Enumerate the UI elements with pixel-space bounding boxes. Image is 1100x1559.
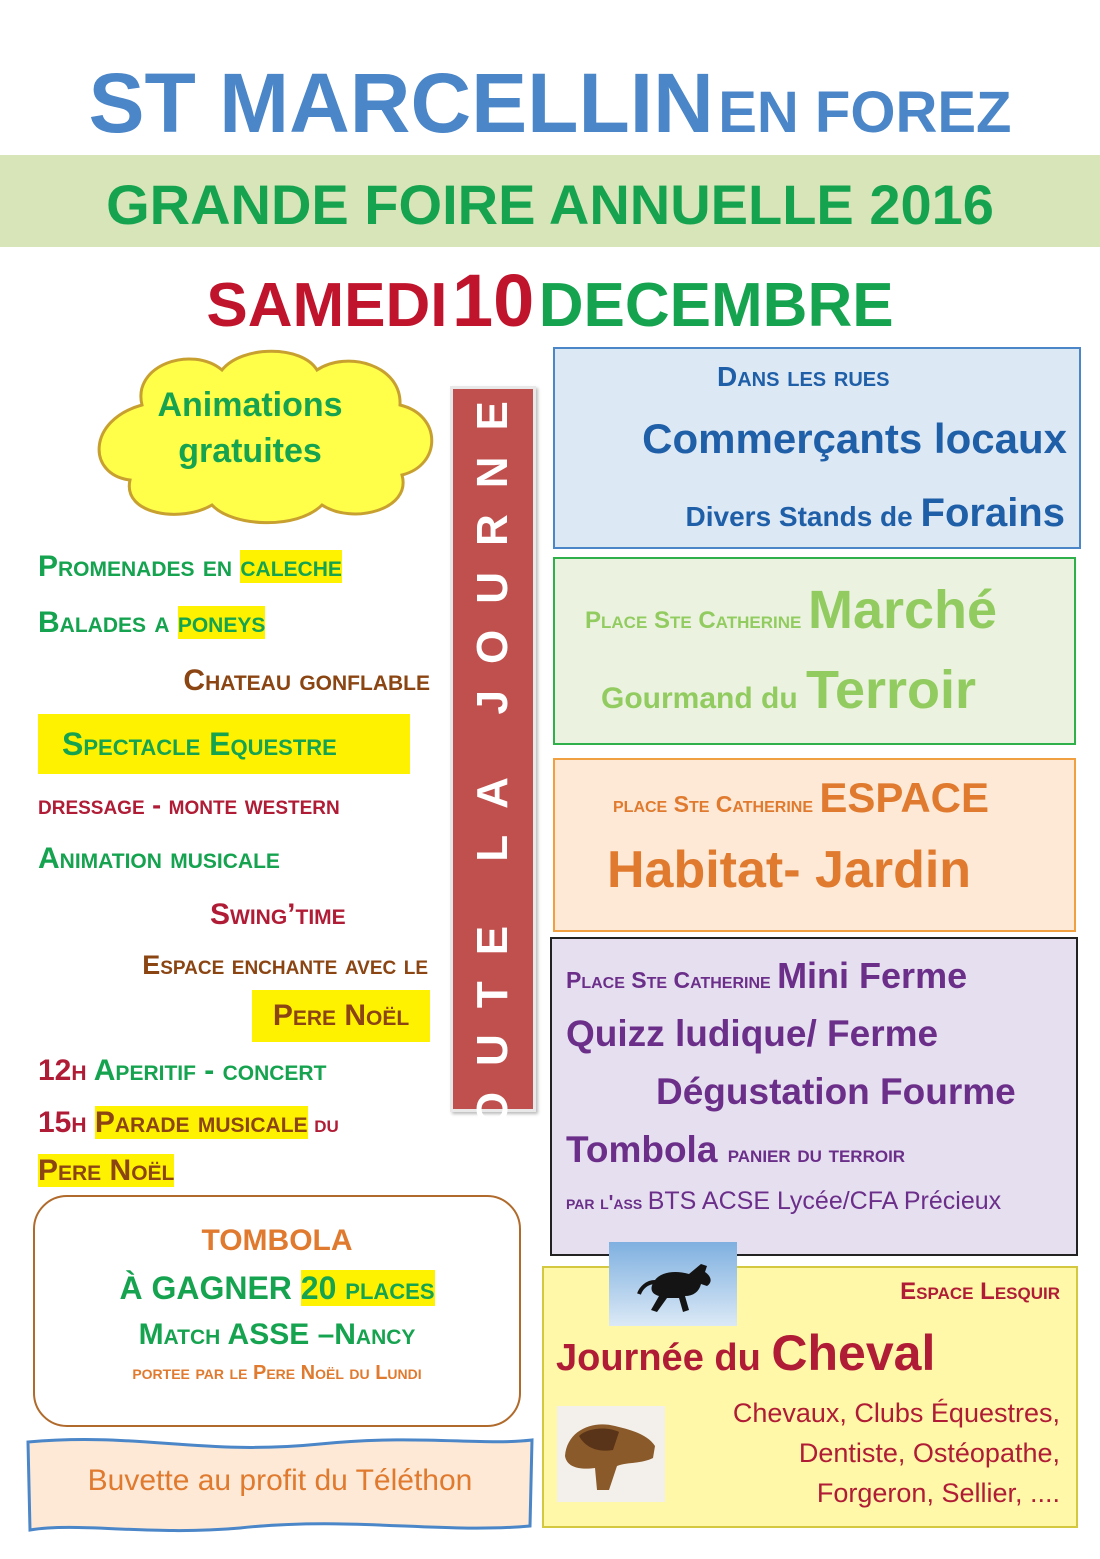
box4-line5-school: BTS ACSE Lycée/CFA Précieux xyxy=(647,1187,1002,1215)
box4-line5-text: par l'ass xyxy=(566,1192,648,1214)
box5-line2 xyxy=(556,1324,935,1382)
box1-line3-bold: Forains xyxy=(920,491,1065,535)
box5-line3: Chevaux, Clubs Équestres, xyxy=(732,1398,1060,1428)
box1-line3-text: Divers Stands de xyxy=(685,501,921,532)
box4-line1-bold: Mini Ferme xyxy=(777,955,968,996)
box2-line1 xyxy=(585,579,997,641)
box5-line2-text: Journée du xyxy=(556,1337,772,1379)
activity-spectacle: Spectacle Equestre xyxy=(38,714,410,774)
box1-line3 xyxy=(686,491,1065,536)
activity-text: Aperitif - concert xyxy=(93,1054,327,1087)
event-date xyxy=(0,258,1100,343)
cloud-line-1: Animations xyxy=(157,386,343,424)
buvette-label: Buvette au profit du Téléthon xyxy=(87,1464,473,1497)
box3-line1 xyxy=(613,774,989,822)
box3-line1-text: place Ste Catherine xyxy=(613,791,820,817)
activity-time: 15h xyxy=(38,1106,95,1139)
box2-line2-text: Gourmand du xyxy=(601,682,806,715)
box4-line4-bold: Tombola xyxy=(566,1129,728,1170)
box2-line2 xyxy=(601,659,976,721)
town-suffix: EN FOREZ xyxy=(718,80,1012,145)
tombola-prize xyxy=(33,1270,521,1307)
activity-pere-noel: Pere Noël xyxy=(252,990,430,1042)
free-animations-label xyxy=(125,382,375,474)
activity-swingtime: Swing’time xyxy=(210,898,346,931)
activity-text: Balades a xyxy=(38,606,178,639)
activity-aperitif xyxy=(38,1054,430,1088)
activity-dressage: dressage - monte western xyxy=(38,790,340,820)
box5-line1: Espace Lesquir xyxy=(900,1278,1060,1305)
tombola-match: Match ASSE –Nancy xyxy=(138,1318,416,1351)
activity-espace-enchante: Espace enchante avec le xyxy=(142,950,428,980)
box2-line2-bold: Terroir xyxy=(806,660,977,720)
box3-line2: Habitat- Jardin xyxy=(607,841,972,899)
box4-line1-text: Place Ste Catherine xyxy=(566,967,778,993)
activity-text: du xyxy=(307,1111,339,1138)
activity-poneys xyxy=(38,606,430,640)
event-subtitle: GRANDE FOIRE ANNUELLE 2016 xyxy=(106,173,994,236)
activity-musicale: Animation musicale xyxy=(38,842,280,875)
box4-line4 xyxy=(566,1129,905,1171)
tombola-prize-text: À GAGNER xyxy=(119,1270,301,1306)
tombola-title: TOMBOLA xyxy=(201,1224,353,1257)
activity-time: 12h xyxy=(38,1054,94,1087)
horse-saddle-image xyxy=(557,1406,665,1502)
activity-highlight: Parade musicale xyxy=(94,1106,308,1139)
activity-parade-pere-noel xyxy=(38,1154,430,1188)
activity-highlight: Pere Noël xyxy=(38,1154,175,1187)
box2-line1-text: Place Ste Catherine xyxy=(585,607,808,634)
box-habitat-jardin xyxy=(553,758,1076,932)
box4-line5 xyxy=(566,1187,1001,1216)
cloud-line-2: gratuites xyxy=(178,432,322,470)
box5-line4: Dentiste, Ostéopathe, xyxy=(798,1438,1060,1468)
box-marche-terroir xyxy=(553,557,1076,745)
date-number: 10 xyxy=(452,259,535,342)
box4-line4-text: panier du terroir xyxy=(727,1141,906,1168)
activity-text: Promenades en xyxy=(38,550,241,583)
box2-line1-bold: Marché xyxy=(807,580,998,640)
box5-line5: Forgeron, Sellier, .... xyxy=(816,1478,1060,1508)
box-mini-ferme xyxy=(550,937,1078,1256)
date-day: SAMEDI xyxy=(206,271,448,340)
all-day-banner xyxy=(450,319,536,1179)
activity-highlight: poneys xyxy=(177,606,266,639)
box1-line2: Commerçants locaux xyxy=(642,415,1067,462)
date-month: DECEMBRE xyxy=(538,271,894,340)
activity-highlight: caleche xyxy=(240,550,342,583)
all-day-text: TOUTE LA JOURNEE xyxy=(468,319,517,1179)
galloping-horse-image xyxy=(609,1242,737,1326)
activity-parade xyxy=(38,1106,448,1140)
box4-line3: Dégustation Fourme xyxy=(656,1071,1016,1112)
box4-line1 xyxy=(566,955,967,997)
poster-title xyxy=(0,55,1100,152)
box1-line1: Dans les rues xyxy=(717,361,890,392)
activity-chateau: Chateau gonflable xyxy=(183,664,430,697)
tombola-carrier: portee par le Pere Noël du Lundi xyxy=(132,1362,422,1384)
activity-caleche xyxy=(38,550,430,584)
town-name: ST MARCELLIN xyxy=(88,56,714,150)
box-commercants xyxy=(553,347,1081,549)
box3-line1-bold: ESPACE xyxy=(819,774,989,821)
tombola-prize-highlight: 20 places xyxy=(300,1270,435,1306)
box4-line2: Quizz ludique/ Ferme xyxy=(566,1013,939,1054)
box5-line2-bold: Cheval xyxy=(771,1325,936,1381)
